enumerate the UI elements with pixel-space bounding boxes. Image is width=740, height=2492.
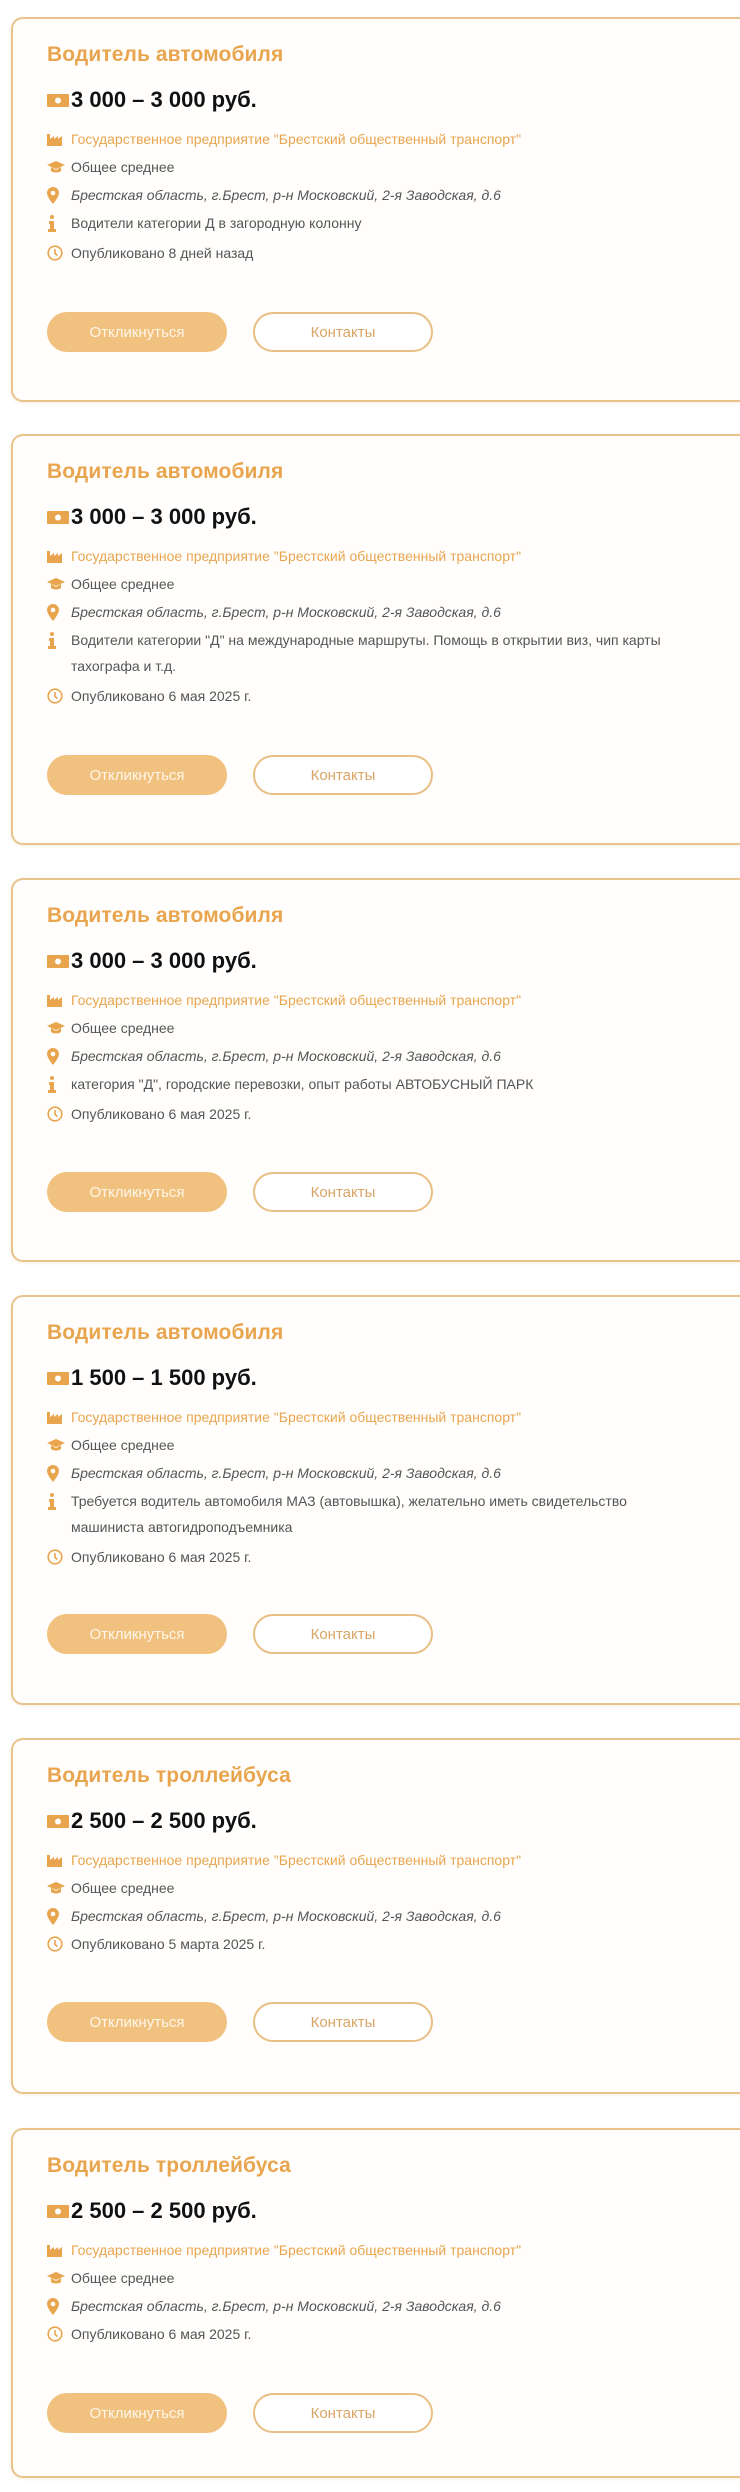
factory-icon bbox=[47, 1406, 67, 1428]
clock-icon bbox=[47, 1103, 67, 1125]
address-row bbox=[47, 1462, 731, 1484]
company-row bbox=[47, 1849, 731, 1871]
vacancy-card bbox=[11, 1295, 740, 1705]
clock-icon bbox=[47, 1546, 67, 1568]
money-icon bbox=[47, 954, 69, 969]
salary-value: 3 000 – 3 000 руб. bbox=[71, 87, 257, 112]
address: Брестская область, г.Брест, р-н Московский, 2-я Заводская, д.6 bbox=[71, 604, 501, 620]
graduation-cap-icon bbox=[47, 1434, 67, 1456]
salary bbox=[47, 1365, 257, 1391]
company-name[interactable]: Государственное предприятие "Брестский общественный транспорт" bbox=[71, 131, 522, 147]
contacts-button[interactable]: Контакты bbox=[253, 1172, 433, 1212]
salary bbox=[47, 504, 257, 530]
address: Брестская область, г.Брест, р-н Московский, 2-я Заводская, д.6 bbox=[71, 1048, 501, 1064]
graduation-cap-icon bbox=[47, 156, 67, 178]
company-row bbox=[47, 1406, 731, 1428]
address-row bbox=[47, 2295, 731, 2317]
education: Общее среднее bbox=[71, 1880, 175, 1896]
info-row bbox=[47, 629, 731, 679]
address-row bbox=[47, 1045, 731, 1067]
salary-value: 3 000 – 3 000 руб. bbox=[71, 948, 257, 973]
company-name[interactable]: Государственное предприятие "Брестский общественный транспорт" bbox=[71, 1852, 522, 1868]
contacts-button[interactable]: Контакты bbox=[253, 2002, 433, 2042]
clock-icon bbox=[47, 242, 67, 264]
location-pin-icon bbox=[47, 601, 67, 623]
respond-button[interactable]: Откликнуться bbox=[47, 1172, 227, 1212]
description: Водители категории "Д" на международные маршруты. Помощь в открытии виз, чип карты тахографа и т.д. bbox=[71, 632, 661, 674]
published-row bbox=[47, 685, 731, 707]
education: Общее среднее bbox=[71, 576, 175, 592]
published-row bbox=[47, 2323, 731, 2345]
graduation-cap-icon bbox=[47, 2267, 67, 2289]
clock-icon bbox=[47, 1933, 67, 1955]
contacts-button[interactable]: Контакты bbox=[253, 312, 433, 352]
company-row bbox=[47, 989, 731, 1011]
education-row bbox=[47, 1017, 731, 1039]
money-icon bbox=[47, 1371, 69, 1386]
money-icon bbox=[47, 510, 69, 525]
published-row bbox=[47, 242, 731, 264]
salary-value: 3 000 – 3 000 руб. bbox=[71, 504, 257, 529]
vacancy-title[interactable]: Водитель автомобиля bbox=[47, 904, 284, 927]
vacancy-title[interactable]: Водитель автомобиля bbox=[47, 43, 284, 66]
education-row bbox=[47, 573, 731, 595]
location-pin-icon bbox=[47, 2295, 67, 2317]
address: Брестская область, г.Брест, р-н Московский, 2-я Заводская, д.6 bbox=[71, 187, 501, 203]
vacancy-card bbox=[11, 2128, 740, 2478]
factory-icon bbox=[47, 545, 67, 567]
company-name[interactable]: Государственное предприятие "Брестский общественный транспорт" bbox=[71, 2242, 522, 2258]
company-row bbox=[47, 2239, 731, 2261]
graduation-cap-icon bbox=[47, 1017, 67, 1039]
vacancy-card bbox=[11, 1738, 740, 2094]
company-row bbox=[47, 545, 731, 567]
graduation-cap-icon bbox=[47, 573, 67, 595]
info-icon bbox=[47, 629, 67, 651]
vacancy-title[interactable]: Водитель автомобиля bbox=[47, 460, 284, 483]
education-row bbox=[47, 156, 731, 178]
published-date: Опубликовано 6 мая 2025 г. bbox=[71, 688, 252, 704]
location-pin-icon bbox=[47, 184, 67, 206]
education: Общее среднее bbox=[71, 2270, 175, 2286]
education-row bbox=[47, 2267, 731, 2289]
salary-value: 1 500 – 1 500 руб. bbox=[71, 1365, 257, 1390]
money-icon bbox=[47, 2204, 69, 2219]
location-pin-icon bbox=[47, 1045, 67, 1067]
salary bbox=[47, 948, 257, 974]
respond-button[interactable]: Откликнуться bbox=[47, 1614, 227, 1654]
published-row bbox=[47, 1933, 731, 1955]
published-date: Опубликовано 6 мая 2025 г. bbox=[71, 2326, 252, 2342]
published-date: Опубликовано 6 мая 2025 г. bbox=[71, 1549, 252, 1565]
vacancy-title[interactable]: Водитель автомобиля bbox=[47, 1321, 284, 1344]
factory-icon bbox=[47, 128, 67, 150]
factory-icon bbox=[47, 1849, 67, 1871]
address: Брестская область, г.Брест, р-н Московский, 2-я Заводская, д.6 bbox=[71, 2298, 501, 2314]
vacancy-card bbox=[11, 17, 740, 402]
clock-icon bbox=[47, 685, 67, 707]
education: Общее среднее bbox=[71, 159, 175, 175]
company-name[interactable]: Государственное предприятие "Брестский общественный транспорт" bbox=[71, 548, 522, 564]
respond-button[interactable]: Откликнуться bbox=[47, 755, 227, 795]
company-name[interactable]: Государственное предприятие "Брестский общественный транспорт" bbox=[71, 1409, 522, 1425]
salary bbox=[47, 2198, 257, 2224]
clock-icon bbox=[47, 2323, 67, 2345]
published-date: Опубликовано 8 дней назад bbox=[71, 245, 254, 261]
vacancy-title[interactable]: Водитель троллейбуса bbox=[47, 2154, 291, 2177]
published-row bbox=[47, 1546, 731, 1568]
education-row bbox=[47, 1877, 731, 1899]
salary bbox=[47, 1808, 257, 1834]
info-row bbox=[47, 212, 731, 236]
vacancy-title[interactable]: Водитель троллейбуса bbox=[47, 1764, 291, 1787]
published-date: Опубликовано 6 мая 2025 г. bbox=[71, 1106, 252, 1122]
money-icon bbox=[47, 93, 69, 108]
education-row bbox=[47, 1434, 731, 1456]
info-icon bbox=[47, 1073, 67, 1095]
salary-value: 2 500 – 2 500 руб. bbox=[71, 1808, 257, 1833]
info-icon bbox=[47, 1490, 67, 1512]
money-icon bbox=[47, 1814, 69, 1829]
location-pin-icon bbox=[47, 1905, 67, 1927]
factory-icon bbox=[47, 2239, 67, 2261]
contacts-button[interactable]: Контакты bbox=[253, 755, 433, 795]
salary-value: 2 500 – 2 500 руб. bbox=[71, 2198, 257, 2223]
company-row bbox=[47, 128, 731, 150]
address-row bbox=[47, 601, 731, 623]
description: Водители категории Д в загородную колонну bbox=[71, 215, 362, 231]
graduation-cap-icon bbox=[47, 1877, 67, 1899]
published-row bbox=[47, 1103, 731, 1125]
info-row bbox=[47, 1073, 731, 1097]
respond-button[interactable]: Откликнуться bbox=[47, 312, 227, 352]
factory-icon bbox=[47, 989, 67, 1011]
contacts-button[interactable]: Контакты bbox=[253, 1614, 433, 1654]
salary bbox=[47, 87, 257, 113]
info-icon bbox=[47, 212, 67, 234]
description: Требуется водитель автомобиля МАЗ (автовышка), желательно иметь свидетельство машиниста автогидроподъемника bbox=[71, 1493, 627, 1535]
vacancy-card bbox=[11, 434, 740, 845]
vacancy-card bbox=[11, 878, 740, 1262]
company-name[interactable]: Государственное предприятие "Брестский общественный транспорт" bbox=[71, 992, 522, 1008]
education: Общее среднее bbox=[71, 1437, 175, 1453]
address: Брестская область, г.Брест, р-н Московский, 2-я Заводская, д.6 bbox=[71, 1465, 501, 1481]
contacts-button[interactable]: Контакты bbox=[253, 2393, 433, 2433]
address: Брестская область, г.Брест, р-н Московский, 2-я Заводская, д.6 bbox=[71, 1908, 501, 1924]
info-row bbox=[47, 1490, 731, 1540]
respond-button[interactable]: Откликнуться bbox=[47, 2393, 227, 2433]
location-pin-icon bbox=[47, 1462, 67, 1484]
published-date: Опубликовано 5 марта 2025 г. bbox=[71, 1936, 266, 1952]
respond-button[interactable]: Откликнуться bbox=[47, 2002, 227, 2042]
address-row bbox=[47, 184, 731, 206]
education: Общее среднее bbox=[71, 1020, 175, 1036]
address-row bbox=[47, 1905, 731, 1927]
description: категория "Д", городские перевозки, опыт работы АВТОБУСНЫЙ ПАРК bbox=[71, 1076, 534, 1092]
